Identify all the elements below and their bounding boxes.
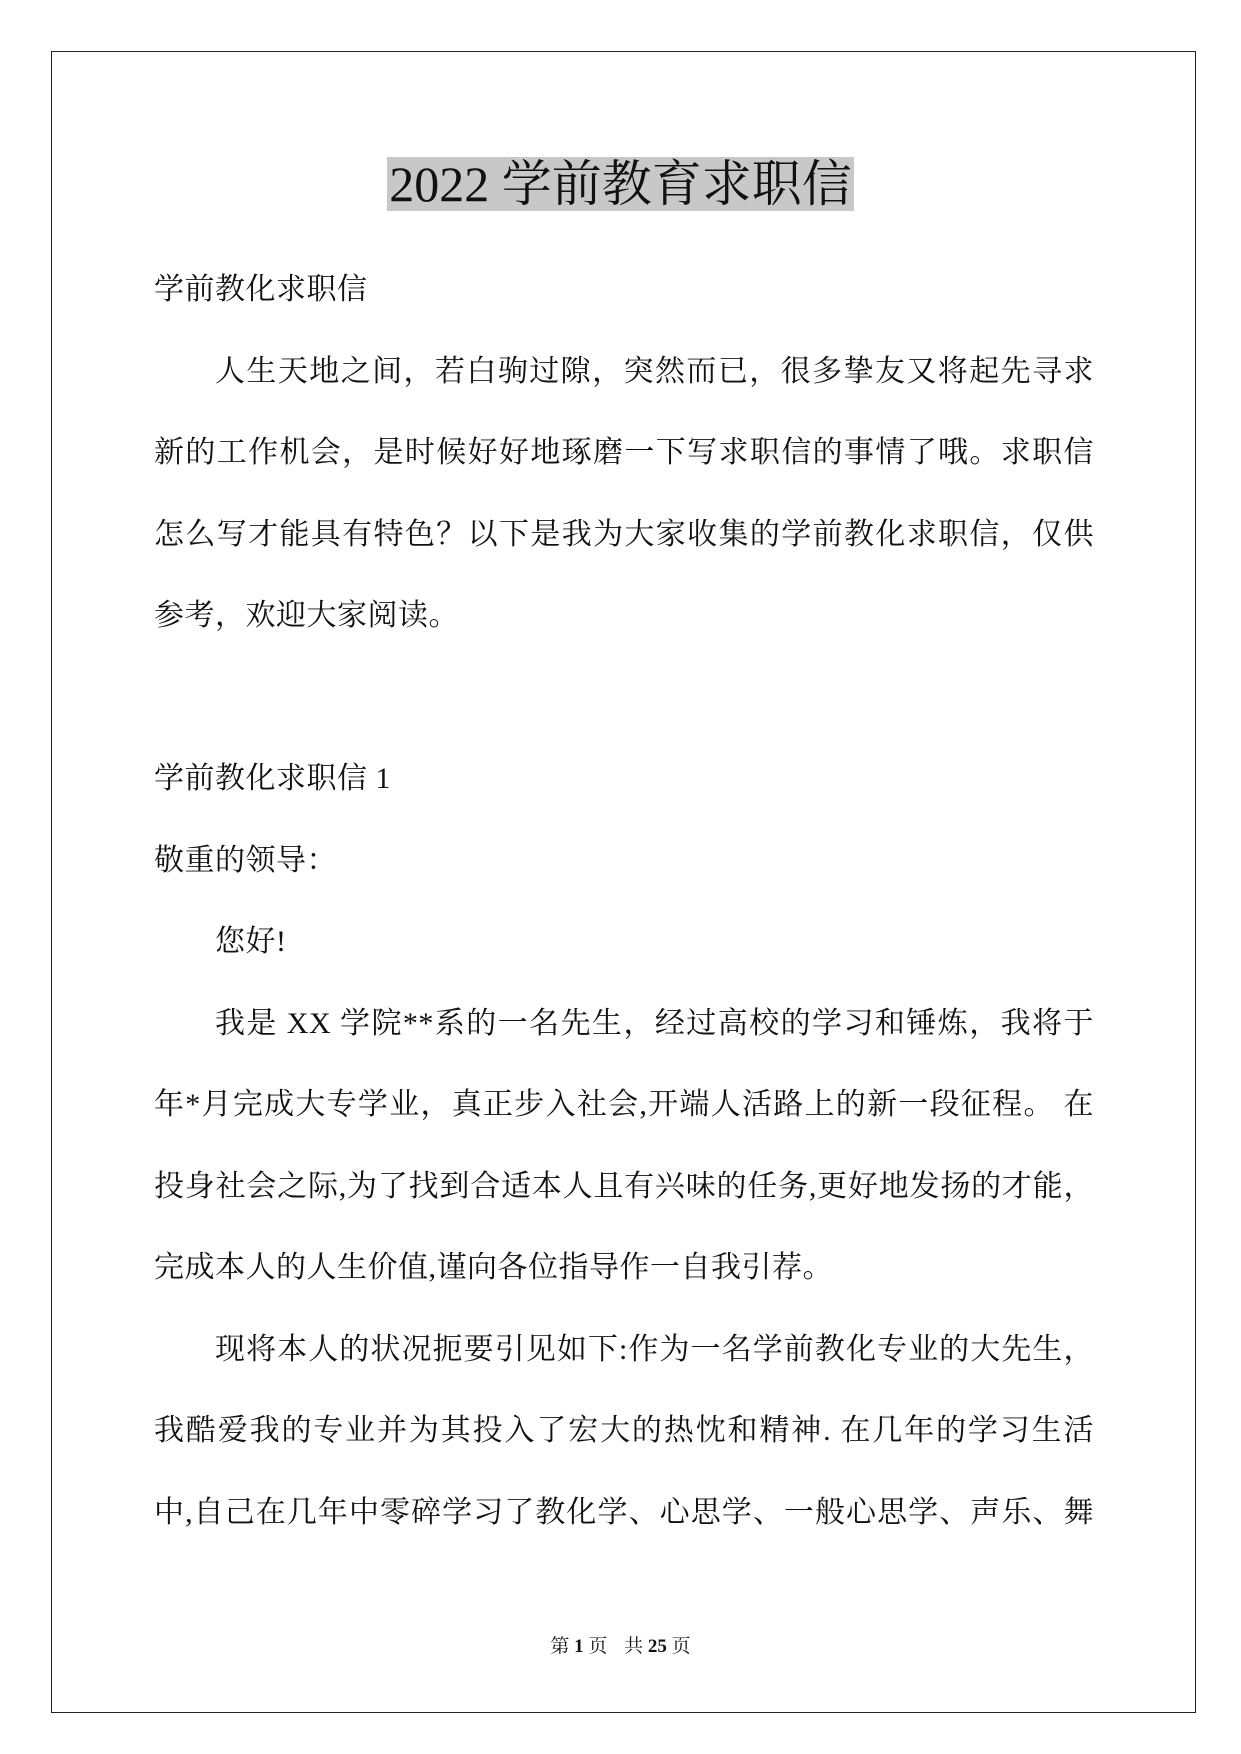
intro-line: 参考，欢迎大家阅读。	[154, 599, 459, 632]
paragraph-line: 现将本人的状况扼要引见如下:作为一名学前教化专业的大先生，	[215, 1332, 1094, 1366]
greeting: 您好!	[215, 925, 287, 958]
intro-line: 新的工作机会，是时候好好地琢磨一下写求职信的事情了哦。求职信	[154, 436, 1094, 469]
document-title-row	[0, 157, 1241, 211]
letter-heading: 学前教化求职信 1	[154, 762, 391, 795]
total-label-suffix: 页	[671, 1636, 691, 1657]
total-pages: 25	[647, 1636, 667, 1657]
page-number: 1	[574, 1636, 584, 1657]
page-footer	[0, 1634, 1241, 1660]
page-label-suffix: 页	[588, 1636, 608, 1657]
page-label-prefix: 第	[550, 1636, 570, 1657]
section-heading: 学前教化求职信	[154, 273, 368, 306]
paragraph-line: 我酷爱我的专业并为其投入了宏大的热忱和精神. 在几年的学习生活	[154, 1414, 1094, 1447]
paragraph-line: 完成本人的人生价值,谨向各位指导作一自我引荐。	[154, 1251, 833, 1284]
intro-line: 怎么写才能具有特色？以下是我为大家收集的学前教化求职信，仅供	[154, 517, 1094, 551]
intro-line: 人生天地之间，若白驹过隙，突然而已，很多挚友又将起先寻求	[215, 354, 1094, 388]
document-title: 2022 学前教育求职信	[389, 156, 852, 212]
salutation: 敬重的领导：	[154, 843, 337, 877]
total-label-prefix: 共	[624, 1636, 644, 1657]
paragraph-line: 投身社会之际,为了找到合适本人且有兴味的任务,更好地发扬的才能，	[154, 1169, 1094, 1203]
paragraph-line: 中,自己在几年中零碎学习了教化学、心思学、一般心思学、声乐、舞	[154, 1495, 1094, 1529]
paragraph-line: 年*月完成大专学业，真正步入社会,开端人活路上的新一段征程。 在	[154, 1088, 1094, 1121]
document-body	[154, 249, 1094, 1553]
paragraph-line: 我是 XX 学院**系的一名先生，经过高校的学习和锤炼，我将于	[215, 1006, 1094, 1040]
